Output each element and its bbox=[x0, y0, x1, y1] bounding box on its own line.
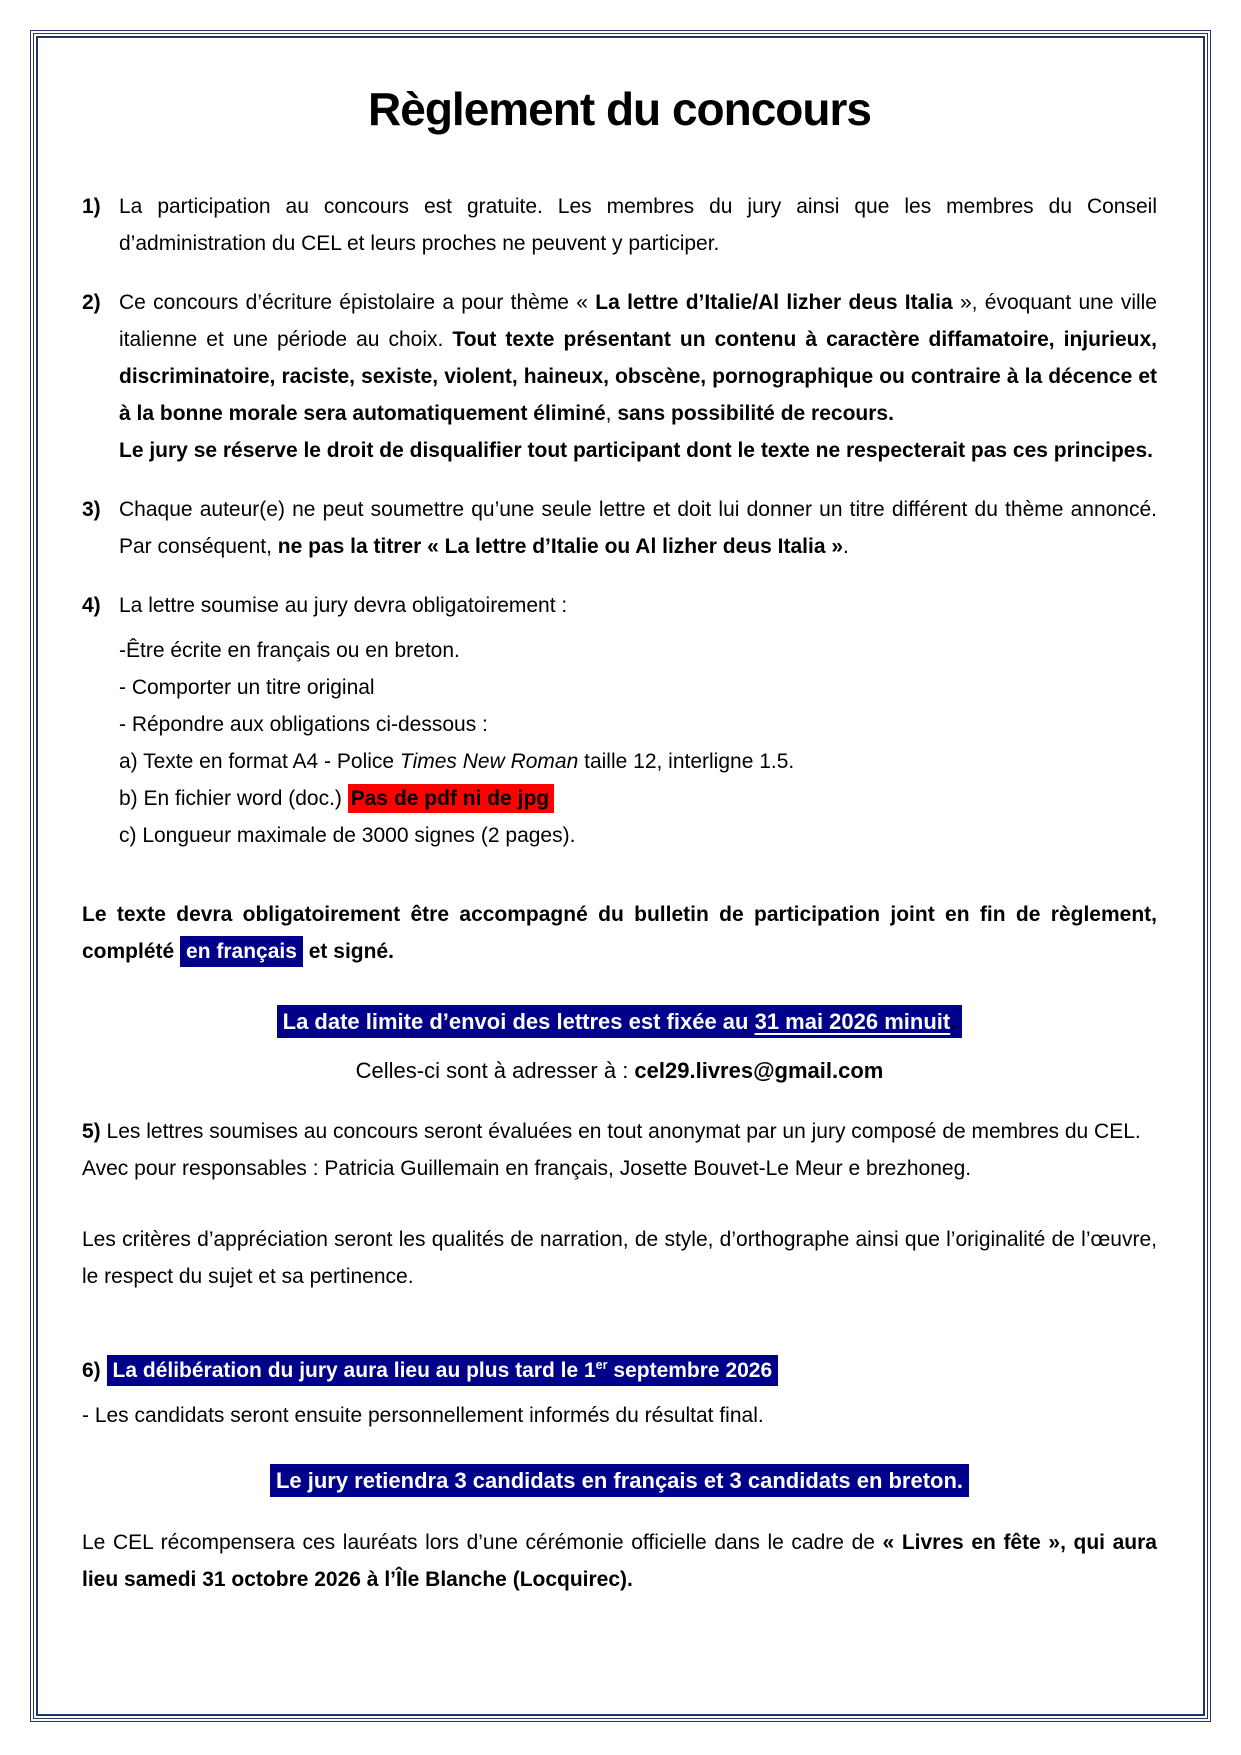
rule-item-3-period: . bbox=[843, 535, 849, 558]
rule-item-2-text-2: », évoquant une ville italienne et une période au choix. bbox=[119, 291, 1157, 351]
jury-selection-highlight: Le jury retiendra 3 candidats en français et 3 candidats en breton. bbox=[270, 1464, 969, 1497]
rule-item-3 bbox=[82, 491, 1157, 565]
rule-item-4-line-4 bbox=[119, 743, 1157, 780]
rule-item-2-comma: , bbox=[605, 402, 618, 425]
rule-item-2-disqualify-bold: Le jury se réserve le droit de disqualifier tout participant dont le texte ne respecterait pas ces principes. bbox=[119, 439, 1154, 462]
deadline-period: . bbox=[950, 1009, 957, 1034]
rule-item-4-line-1: -Être écrite en français ou en breton. bbox=[119, 639, 460, 662]
deliberation-superscript: er bbox=[595, 1358, 608, 1372]
page-border-inner bbox=[36, 36, 1205, 1716]
deadline-highlight bbox=[277, 1005, 963, 1038]
rule-item-5-text: Les lettres soumises au concours seront évaluées en tout anonymat par un jury composé de membres du CEL. bbox=[106, 1120, 1141, 1143]
rule-item-2-no-appeal-bold: sans possibilité de recours. bbox=[617, 402, 894, 425]
bulletin-text-2: et signé. bbox=[302, 940, 394, 963]
rule-item-4-font-italic: Times New Roman bbox=[399, 750, 579, 773]
rule-item-2 bbox=[82, 284, 1157, 469]
rule-item-1 bbox=[82, 188, 1157, 262]
rule-item-1-text: La participation au concours est gratuite. Les membres du jury ainsi que les membres du Conseil d’administration du CEL et leurs proches ne peuvent y participer. bbox=[119, 195, 1157, 255]
rule-item-6-number: 6) bbox=[82, 1359, 101, 1382]
document-content bbox=[38, 38, 1203, 1598]
rule-item-3-title-bold: ne pas la titrer « La lettre d’Italie ou Al lizher deus Italia » bbox=[277, 535, 844, 558]
rule-item-2-prohibited-bold: Tout texte présentant un contenu à caractère diffamatoire, injurieux, discriminatoire, raciste, sexiste, violent, haineux, obscène, pornographique ou contraire à la décence et à la bonne morale sera automatiquement éliminé bbox=[119, 328, 1157, 425]
rule-item-4 bbox=[82, 587, 1157, 624]
rule-item-3-number: 3) bbox=[82, 498, 101, 521]
rule-item-4-line-2: - Comporter un titre original bbox=[119, 676, 375, 699]
rule-item-4-line-4-text-2: taille 12, interligne 1.5. bbox=[578, 750, 795, 773]
rule-item-5-number: 5) bbox=[82, 1120, 101, 1143]
rule-item-4-intro: La lettre soumise au jury devra obligatoirement : bbox=[119, 594, 568, 617]
en-francais-highlight: en français bbox=[180, 936, 303, 967]
ceremony-text: Le CEL récompensera ces lauréats lors d’une cérémonie officielle dans le cadre de bbox=[82, 1531, 883, 1554]
rule-item-4-line-5-text: b) En fichier word (doc.) bbox=[119, 787, 348, 810]
rule-item-2-text: Ce concours d’écriture épistolaire a pour thème « bbox=[119, 291, 596, 314]
address-line bbox=[82, 1052, 1157, 1089]
rule-item-4-line-6: c) Longueur maximale de 3000 signes (2 pages). bbox=[119, 824, 576, 847]
page-border-middle bbox=[33, 33, 1208, 1719]
rule-item-5 bbox=[82, 1113, 1157, 1187]
page-border-outer bbox=[30, 30, 1211, 1722]
contest-email: cel29.livres@gmail.com bbox=[634, 1058, 884, 1083]
page-title: Règlement du concours bbox=[368, 83, 871, 135]
criteria-paragraph: Les critères d’appréciation seront les qualités de narration, de style, d’orthographe ainsi que l’originalité de l’œuvre, le respect du sujet et sa pertinence. bbox=[82, 1228, 1157, 1288]
deliberation-text: La délibération du jury aura lieu au plus tard le 1 bbox=[112, 1359, 596, 1382]
rule-item-2-theme-bold: La lettre d’Italie/Al lizher deus Italia bbox=[595, 291, 953, 314]
candidates-informed-line: - Les candidats seront ensuite personnellement informés du résultat final. bbox=[82, 1404, 764, 1427]
rule-item-6 bbox=[82, 1343, 1157, 1393]
bulletin-text: Le texte devra obligatoirement être accompagné du bulletin de participation joint en fin de règlement, complété bbox=[82, 903, 1157, 963]
deadline-date-underlined: 31 mai 2026 minuit bbox=[754, 1009, 951, 1034]
rule-item-4-number: 4) bbox=[82, 594, 101, 617]
rule-item-4-line-5 bbox=[119, 780, 1157, 817]
ceremony-paragraph bbox=[82, 1524, 1157, 1598]
deadline-text: La date limite d’envoi des lettres est fixée au bbox=[282, 1009, 755, 1034]
rule-item-4-line-3: - Répondre aux obligations ci-dessous : bbox=[119, 713, 488, 736]
rule-item-5-responsables: Avec pour responsables : Patricia Guillemain en français, Josette Bouvet-Le Meur e brezhoneg. bbox=[82, 1157, 972, 1180]
rule-item-4-line-4-text: a) Texte en format A4 - Police bbox=[119, 750, 400, 773]
rule-item-2-number: 2) bbox=[82, 291, 101, 314]
rule-item-3-text: Chaque auteur(e) ne peut soumettre qu’une seule lettre et doit lui donner un titre différent du thème annoncé. Par conséquent, bbox=[119, 498, 1157, 558]
no-pdf-jpg-highlight: Pas de pdf ni de jpg bbox=[348, 784, 554, 813]
deliberation-text-2: septembre 2026 bbox=[607, 1359, 773, 1382]
bulletin-paragraph bbox=[82, 896, 1157, 970]
rule-item-1-number: 1) bbox=[82, 195, 101, 218]
ceremony-event-bold: « Livres en fête », qui aura lieu samedi 31 octobre 2026 à l’Île Blanche (Locquirec). bbox=[82, 1531, 1157, 1591]
jury-selection-line bbox=[82, 1458, 1157, 1504]
deadline-line bbox=[82, 998, 1157, 1046]
address-text: Celles-ci sont à adresser à : bbox=[355, 1058, 635, 1083]
deliberation-highlight bbox=[107, 1355, 779, 1386]
